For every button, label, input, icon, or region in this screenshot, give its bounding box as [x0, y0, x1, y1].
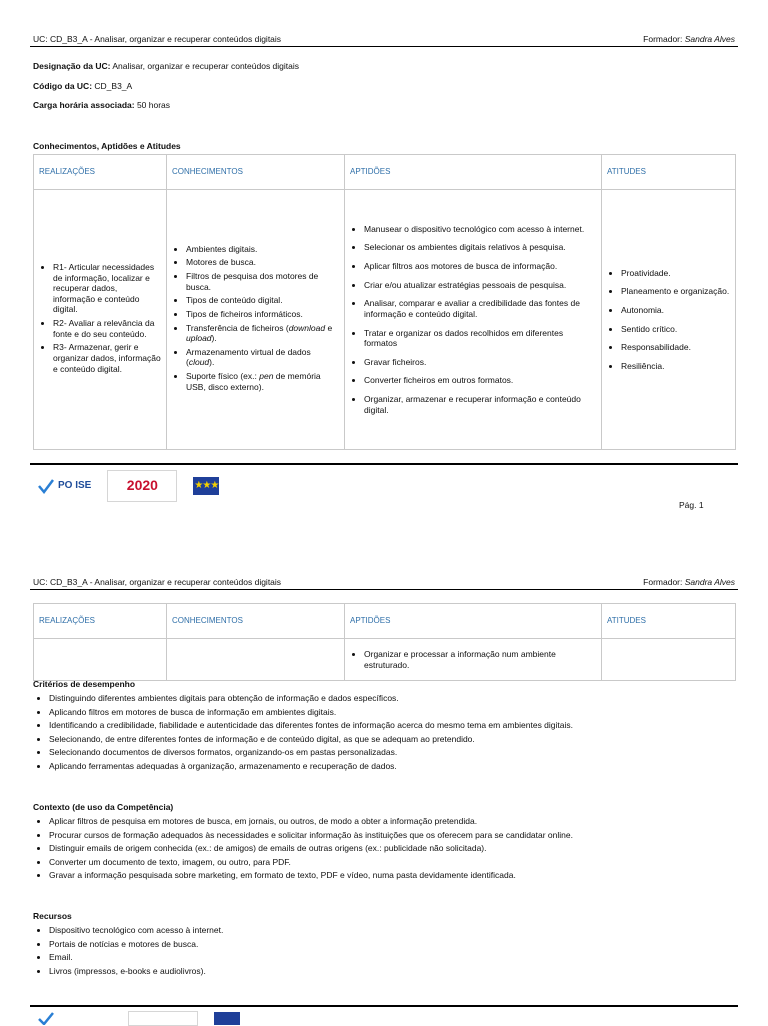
- competencies-table: [33, 154, 736, 450]
- list-item: • Email.: [49, 951, 737, 965]
- list-item: • Aplicando filtros em motores de busca de informação em ambientes digitais.: [49, 706, 737, 720]
- list-item: • R3- Armazenar, gerir e organizar dados, informação e conteúdo digital.: [53, 342, 161, 374]
- competencies-table-continued: [33, 603, 736, 681]
- col-header-aptidoes: APTIDÕES: [345, 604, 602, 639]
- text-part: Suporte físico (ex.:: [186, 371, 260, 381]
- list-item: • Converter um documento de texto, imagem, ou outro, para PDF.: [49, 856, 737, 870]
- eu-flag-icon: ★★★: [193, 477, 219, 495]
- text-part: upload: [186, 333, 212, 344]
- list-item: • Tipos de conteúdo digital.: [186, 295, 339, 306]
- text-part: de memória USB, disco externo).: [186, 371, 321, 392]
- list-item: • Portais de notícias e motores de busca.: [49, 938, 737, 952]
- carga-value: 50 horas: [136, 100, 171, 110]
- list-item: • Gravar ficheiros.: [364, 357, 596, 368]
- text-part: Transferência de ficheiros (: [186, 322, 289, 333]
- header-divider: [30, 46, 738, 47]
- list-item: • Distinguir emails de origem conhecida (ex.: de amigos) de emails de outras origens (ex.: publicidade não solicitada).: [49, 842, 737, 856]
- meta-designacao: [33, 61, 299, 72]
- col-header-conhecimentos: CONHECIMENTOS: [167, 604, 345, 639]
- criterios-list: [33, 692, 737, 774]
- meta-carga: [33, 100, 170, 111]
- col-header-atitudes: ATITUDES: [602, 604, 736, 639]
- contexto-title: Contexto (de uso da Competência): [33, 802, 174, 812]
- cell-aptidoes: [345, 639, 602, 681]
- cell-realizacoes: [34, 190, 167, 450]
- uc-title: UC: CD_B3_A - Analisar, organizar e recuperar conteúdos digitais: [33, 577, 282, 587]
- list-item: [186, 323, 339, 344]
- text-part: e: [325, 322, 333, 333]
- list-item: • Organizar, armazenar e recuperar informação e conteúdo digital.: [364, 394, 596, 415]
- page-header-2: [33, 577, 735, 588]
- criterios-section: [33, 692, 737, 774]
- poise-logo-text: PO ISE: [58, 479, 92, 491]
- list-item: • Motores de busca.: [186, 257, 339, 268]
- text-part: download: [288, 322, 326, 333]
- cell-conhecimentos-empty: [167, 639, 345, 681]
- list-item: [186, 347, 339, 368]
- text-part: ).: [211, 333, 217, 344]
- col-header-realizacoes: REALIZAÇÕES: [34, 604, 167, 639]
- list-item: • Converter ficheiros em outros formatos.: [364, 375, 596, 386]
- section-title-kaa: Conhecimentos, Aptidões e Atitudes: [33, 141, 181, 151]
- checkmark-icon: [38, 478, 54, 494]
- list-item: • Planeamento e organização.: [621, 286, 730, 297]
- text-part: cloud: [188, 357, 210, 368]
- list-item: • Organizar e processar a informação num ambiente estruturado.: [364, 649, 596, 670]
- page-number: Pág. 1: [679, 500, 704, 510]
- list-item: • Autonomia.: [621, 305, 730, 316]
- page-header: [33, 34, 735, 45]
- recursos-list: [33, 924, 737, 978]
- list-item: • Proatividade.: [621, 268, 730, 279]
- list-item: • Criar e/ou atualizar estratégias pessoais de pesquisa.: [364, 280, 596, 291]
- checkmark-icon: [38, 1012, 54, 1025]
- list-item: • Procurar cursos de formação adequados às necessidades e solicitar informação às instituições que os oferecem para se candidatar online.: [49, 829, 737, 843]
- list-item: • Selecionar os ambientes digitais relativos à pesquisa.: [364, 242, 596, 253]
- footer-divider-2: [30, 1005, 738, 1007]
- list-item: • Distinguindo diferentes ambientes digitais para obtenção de informação e dados específicos.: [49, 692, 737, 706]
- cell-conhecimentos: [167, 190, 345, 450]
- formador: [643, 577, 735, 588]
- formador-label: Formador:: [643, 34, 683, 44]
- list-item: • Identificando a credibilidade, fiabilidade e autenticidade das diferentes fontes de informação acerca do mesmo tema em ambientes digitais.: [49, 719, 737, 733]
- contexto-list: [33, 815, 737, 883]
- uc-title: UC: CD_B3_A - Analisar, organizar e recuperar conteúdos digitais: [33, 34, 282, 44]
- meta-codigo: [33, 81, 132, 92]
- formador: [643, 34, 735, 45]
- portugal-2020-logo: [107, 470, 177, 502]
- text-part: pen: [259, 371, 274, 381]
- list-item: • Tratar e organizar os dados recolhidos em diferentes formatos: [364, 328, 596, 349]
- criterios-title: Critérios de desempenho: [33, 679, 136, 689]
- list-item: [186, 371, 339, 392]
- atitudes-list: [607, 268, 730, 372]
- designacao-value: Analisar, organizar e recuperar conteúdos digitais: [112, 61, 300, 71]
- list-item: • Responsabilidade.: [621, 342, 730, 353]
- list-item: • Livros (impressos, e-books e audiolivros).: [49, 965, 737, 979]
- cell-aptidoes: [345, 190, 602, 450]
- cell-atitudes-empty: [602, 639, 736, 681]
- cell-realizacoes-empty: [34, 639, 167, 681]
- list-item: • Analisar, comparar e avaliar a credibilidade das fontes de informação e conteúdo digital.: [364, 298, 596, 319]
- list-item: • Selecionando, de entre diferentes fontes de informação e de conteúdo digital, as que se adequam ao pretendido.: [49, 733, 737, 747]
- codigo-label: Código da UC:: [33, 81, 93, 91]
- p2020-text: 2020: [126, 477, 158, 494]
- poise-logo: [38, 478, 91, 494]
- footer-divider: [30, 463, 738, 465]
- aptidoes-list-continued: [350, 649, 596, 670]
- recursos-section: [33, 924, 737, 978]
- codigo-value: CD_B3_A: [94, 81, 133, 91]
- list-item: • Aplicar filtros aos motores de busca de informação.: [364, 261, 596, 272]
- list-item: • R1- Articular necessidades de informação, localizar e recuperar dados, informação e conteúdo digital.: [53, 262, 161, 315]
- list-item: • Dispositivo tecnológico com acesso à internet.: [49, 924, 737, 938]
- conhecimentos-list: [172, 244, 339, 393]
- carga-label: Carga horária associada:: [33, 100, 135, 110]
- eu-flag-icon: [214, 1012, 240, 1025]
- col-header-atitudes: ATITUDES: [602, 155, 736, 190]
- list-item: • R2- Avaliar a relevância da fonte e do seu conteúdo.: [53, 318, 161, 339]
- aptidoes-list: [350, 224, 596, 416]
- col-header-realizacoes: REALIZAÇÕES: [34, 155, 167, 190]
- cell-atitudes: [602, 190, 736, 450]
- footer-logos: [38, 470, 219, 502]
- list-item: • Aplicando ferramentas adequadas à organização, armazenamento e recuperação de dados.: [49, 760, 737, 774]
- recursos-title: Recursos: [33, 911, 72, 921]
- formador-name: Sandra Alves: [684, 34, 735, 44]
- col-header-conhecimentos: CONHECIMENTOS: [167, 155, 345, 190]
- designacao-label: Designação da UC:: [33, 61, 111, 71]
- list-item: • Gravar a informação pesquisada sobre marketing, em formato de texto, PDF e vídeo, numa pasta devidamente identificada.: [49, 869, 737, 883]
- list-item: • Tipos de ficheiros informáticos.: [186, 309, 339, 320]
- list-item: • Resiliência.: [621, 361, 730, 372]
- header-divider-2: [30, 589, 738, 590]
- list-item: • Selecionando documentos de diversos formatos, organizando-os em pastas personalizadas.: [49, 746, 737, 760]
- text-part: ).: [209, 357, 215, 368]
- list-item: • Ambientes digitais.: [186, 244, 339, 255]
- list-item: • Filtros de pesquisa dos motores de busca.: [186, 271, 339, 292]
- contexto-section: [33, 815, 737, 883]
- list-item: • Sentido crítico.: [621, 324, 730, 335]
- col-header-aptidoes: APTIDÕES: [345, 155, 602, 190]
- formador-name: Sandra Alves: [684, 577, 735, 587]
- realizacoes-list: [39, 262, 161, 374]
- list-item: • Aplicar filtros de pesquisa em motores de busca, em jornais, ou outros, de modo a obter a informação pretendida.: [49, 815, 737, 829]
- formador-label: Formador:: [643, 577, 683, 587]
- list-item: • Manusear o dispositivo tecnológico com acesso à internet.: [364, 224, 596, 235]
- text-part: Armazenamento virtual de dados (: [186, 346, 311, 368]
